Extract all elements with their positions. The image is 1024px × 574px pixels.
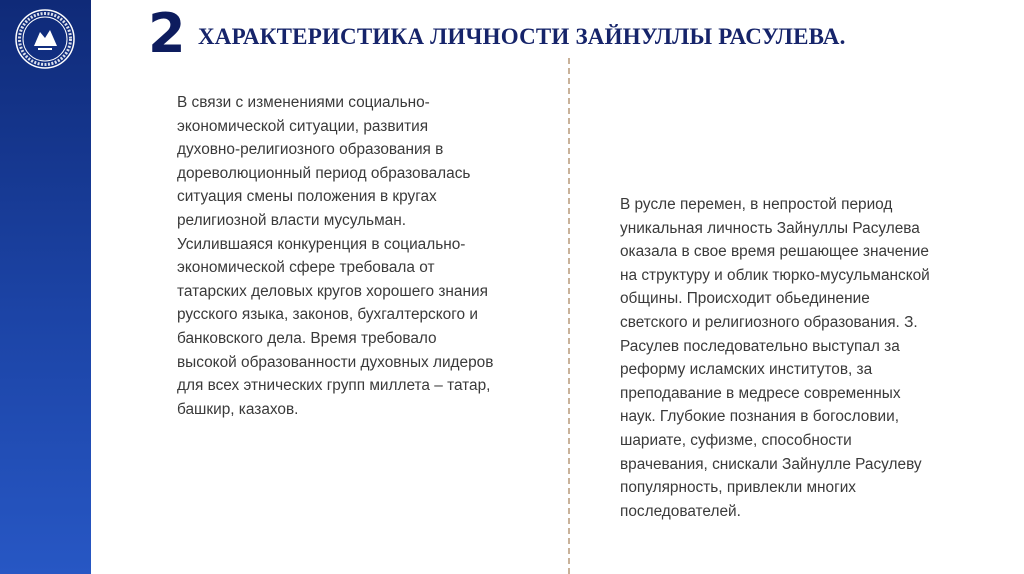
sidebar-stripe [0,0,91,574]
slide-number: 2 [148,2,186,65]
page-title: ХАРАКТЕРИСТИКА ЛИЧНОСТИ ЗАЙНУЛЛЫ РАСУЛЕВА. [198,24,846,49]
right-text-column: В русле перемен, в непростой период уникальная личность Зайнуллы Расулева оказала в свое время решающее значение на структуру и облик тюрко-мусульманской общины. Происходит обьединение светского и религиозного образования. З. Расулев последовательно выступал за реформу исламских институтов, за преподавание в медресе современных наук. Глубокие познания в богословии, шариате, суфизме, способности врачевания, снискали Зайнулле Расулеву популярность, привлекли многих последователей. [620,196,930,520]
column-divider [568,58,570,574]
university-emblem-icon [14,8,76,70]
left-text-column: В связи с изменениями социально- экономической ситуации, развития духовно-религиозного образования в дореволюционный период образовалась ситуация смены положения в кругах религиозной власти мусульман. Усилившаяся конкуренция в социально- экономической сфере требовала от татарских деловых кругов хорошего знания русского языка, законов, бухгалтерского и банковского дела. Время требовало высокой образованности духовных лидеров для всех этнических групп миллета – татар, башкир, казахов. [177,94,494,418]
